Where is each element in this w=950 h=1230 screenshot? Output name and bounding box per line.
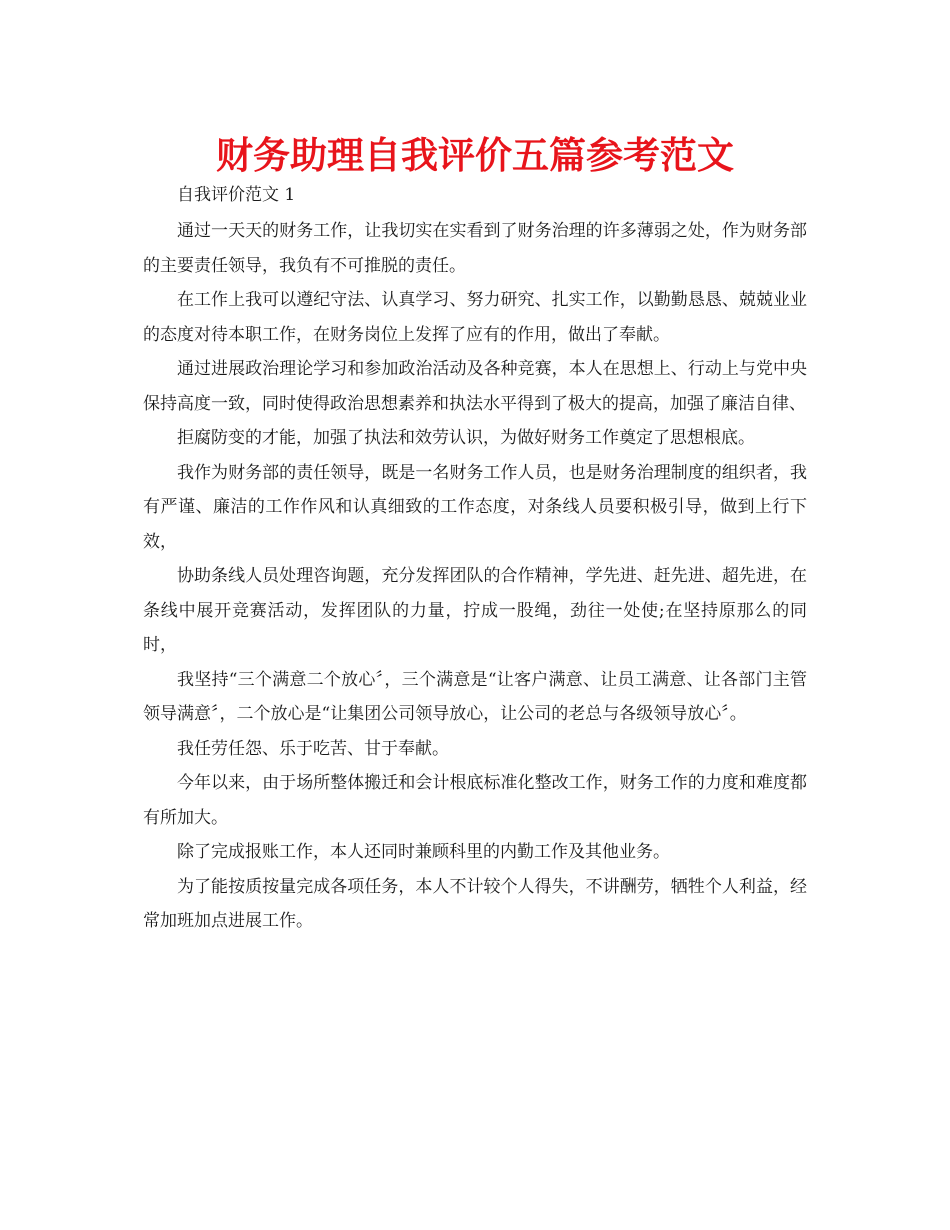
paragraph-7: 我坚持“三个满意二个放心〞，三个满意是“让客户满意、让员工满意、让各部门主管领导满意〞，二个放心是“让集团公司领导放心，让公司的老总与各级领导放心〞。: [143, 669, 807, 724]
document-title: 财务助理自我评价五篇参考范文: [216, 134, 734, 177]
paragraph-4: 拒腐防变的才能，加强了执法和效劳认识，为做好财务工作奠定了思想根底。: [177, 428, 755, 448]
paragraph-9: 今年以来，由于场所整体搬迁和会计根底标准化整改工作，财务工作的力度和难度都有所加大。: [143, 773, 807, 828]
paragraph-10: 除了完成报账工作，本人还同时兼顾科里的内勤工作及其他业务。: [177, 842, 670, 862]
paragraph-8: 我任劳任怨、乐于吃苦、甘于奉献。: [177, 738, 449, 759]
section-subtitle: 自我评价范文 1: [177, 185, 296, 205]
paragraph-2: 在工作上我可以遵纪守法、认真学习、努力研究、扎实工作，以勤勤恳恳、兢兢业业的态度对待本职工作，在财务岗位上发挥了应有的作用，做出了奉献。: [143, 290, 807, 345]
paragraph-5: 我作为财务部的责任领导，既是一名财务工作人员，也是财务治理制度的组织者，我有严谨、廉洁的工作作风和认真细致的工作态度，对条线人员要积极引导，做到上行下效，: [143, 462, 807, 552]
paragraph-1: 通过一天天的财务工作，让我切实在实看到了财务治理的许多薄弱之处，作为财务部的主要责任领导，我负有不可推脱的责任。: [143, 221, 807, 276]
document-body: [143, 180, 807, 939]
paragraph-11: 为了能按质按量完成各项任务，本人不计较个人得失，不讲酬劳，牺牲个人利益，经常加班加点进展工作。: [143, 876, 807, 931]
paragraph-3: 通过进展政治理论学习和参加政治活动及各种竞赛，本人在思想上、行动上与党中央保持高度一致，同时使得政治思想素养和执法水平得到了极大的提高，加强了廉洁自律、: [143, 359, 807, 414]
paragraph-6: 协助条线人员处理咨询题，充分发挥团队的合作精神，学先进、赶先进、超先进，在条线中展开竞赛活动，发挥团队的力量，拧成一股绳，劲往一处使;在坚持原那么的同时，: [143, 566, 807, 655]
